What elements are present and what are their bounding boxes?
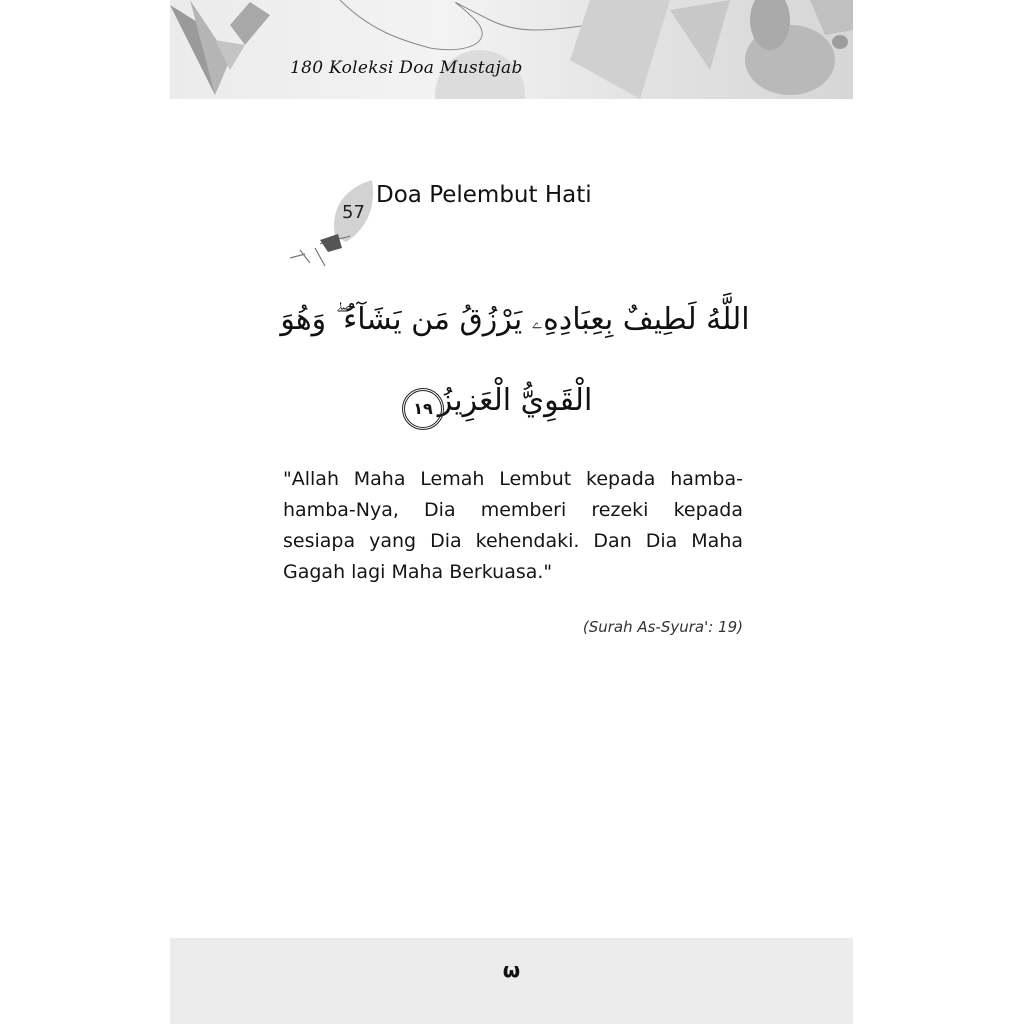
chapter-title: Doa Pelembut Hati (376, 182, 592, 208)
page-number: ω (502, 958, 521, 982)
translation-text: "Allah Maha Lemah Lembut kepada hamba-hamba-Nya, Dia memberi rezeki kepada sesiapa yang Dia kehendaki. Dan Dia Maha Gagah lagi Maha Berkuasa." (283, 468, 743, 583)
page-header (170, 0, 853, 99)
verse-number-marker: ١٩ (402, 388, 444, 430)
arabic-verse-line-1: اللَّهُ لَطِيفٌ بِعِبَادِهِۦ يَرْزُقُ مَن يَشَآءُ ۖ وَهُوَ (280, 302, 750, 337)
book-title: 180 Koleksi Doa Mustajab (290, 58, 523, 78)
origami-birds-illustration (170, 0, 853, 99)
arabic-verse-line-2: الْقَوِيُّ الْعَزِيزُ (437, 383, 593, 418)
chapter-number: 57 (342, 202, 365, 223)
page-footer (170, 938, 853, 1024)
book-page (170, 0, 853, 1024)
verse-source: (Surah As-Syura': 19) (582, 618, 743, 636)
chapter-heading (280, 178, 680, 268)
